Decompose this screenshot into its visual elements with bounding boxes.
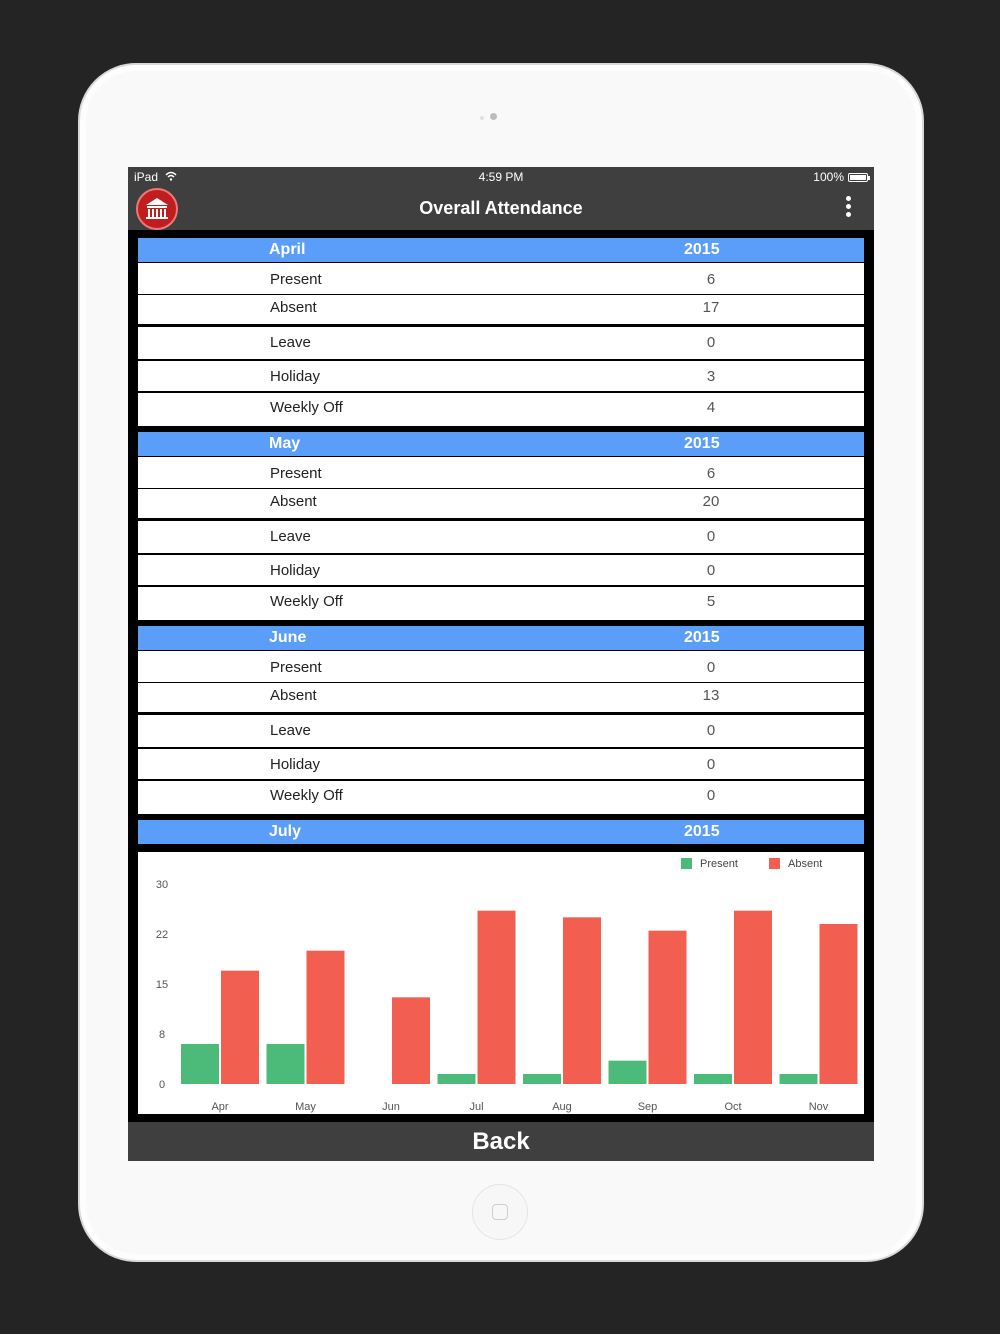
row-value: 0 bbox=[706, 756, 716, 773]
bar-present bbox=[523, 1074, 561, 1084]
y-tick-label: 22 bbox=[155, 929, 169, 941]
app-screen bbox=[128, 167, 874, 1161]
status-right bbox=[813, 170, 868, 184]
table-row bbox=[138, 587, 864, 620]
bar-absent bbox=[563, 917, 601, 1084]
bar-absent bbox=[221, 971, 259, 1084]
row-value: 0 bbox=[706, 528, 716, 545]
row-label: Weekly Off bbox=[270, 593, 343, 610]
month-header-july bbox=[138, 820, 864, 844]
row-value: 13 bbox=[702, 687, 720, 704]
table-row bbox=[138, 781, 864, 814]
home-square-icon bbox=[492, 1204, 508, 1220]
table-row bbox=[138, 361, 864, 391]
y-tick-label: 15 bbox=[155, 979, 169, 991]
chart-legend bbox=[681, 858, 822, 870]
row-value: 0 bbox=[706, 659, 716, 676]
row-label: Present bbox=[270, 271, 322, 288]
device-label: iPad bbox=[134, 170, 159, 184]
row-value: 3 bbox=[706, 368, 716, 385]
y-tick-label: 30 bbox=[155, 879, 169, 891]
bar-absent bbox=[307, 951, 345, 1084]
bar-absent bbox=[478, 911, 516, 1084]
status-bar bbox=[128, 167, 874, 187]
table-row bbox=[138, 263, 864, 294]
x-tick-label: Nov bbox=[808, 1101, 829, 1113]
page-title: Overall Attendance bbox=[419, 198, 583, 218]
table-row bbox=[138, 715, 864, 747]
row-label: Absent bbox=[270, 299, 317, 316]
y-axis bbox=[156, 879, 168, 1091]
battery-icon bbox=[848, 173, 868, 182]
table-row bbox=[138, 555, 864, 585]
back-button[interactable]: Back bbox=[472, 1128, 530, 1155]
x-tick-label: Aug bbox=[552, 1101, 572, 1113]
row-value: 0 bbox=[706, 787, 716, 804]
month-name: June bbox=[269, 629, 307, 646]
row-label: Holiday bbox=[270, 368, 321, 385]
front-camera bbox=[490, 113, 497, 120]
table-row bbox=[138, 749, 864, 779]
bar-present bbox=[267, 1044, 305, 1084]
bar-present bbox=[780, 1074, 818, 1084]
table-row bbox=[138, 683, 864, 712]
x-axis bbox=[211, 1101, 828, 1113]
month-year: 2015 bbox=[684, 435, 720, 452]
y-tick-label: 8 bbox=[158, 1029, 166, 1041]
bar-present bbox=[694, 1074, 732, 1084]
row-label: Present bbox=[270, 659, 322, 676]
month-header-june bbox=[138, 626, 864, 650]
x-tick-label: Oct bbox=[724, 1101, 742, 1113]
row-value: 20 bbox=[702, 493, 720, 510]
row-value: 6 bbox=[706, 271, 716, 288]
table-row bbox=[138, 489, 864, 518]
legend-swatch bbox=[681, 858, 692, 869]
sensor-dot bbox=[480, 116, 484, 120]
row-label: Holiday bbox=[270, 562, 321, 579]
month-name: July bbox=[269, 823, 302, 840]
row-value: 0 bbox=[706, 722, 716, 739]
bar-present bbox=[181, 1044, 219, 1084]
table-row bbox=[138, 295, 864, 324]
bottom-bar bbox=[128, 1122, 874, 1161]
row-label: Absent bbox=[270, 493, 317, 510]
legend-swatch bbox=[769, 858, 780, 869]
legend-label: Present bbox=[700, 858, 738, 870]
table-row bbox=[138, 327, 864, 359]
row-label: Absent bbox=[270, 687, 317, 704]
row-label: Weekly Off bbox=[270, 787, 343, 804]
home-button[interactable] bbox=[472, 1184, 528, 1240]
row-label: Leave bbox=[270, 528, 311, 545]
month-header-april bbox=[138, 238, 864, 262]
row-label: Leave bbox=[270, 334, 311, 351]
legend-label: Absent bbox=[788, 858, 823, 870]
battery-percent: 100% bbox=[813, 170, 844, 184]
bar-group bbox=[181, 911, 858, 1084]
month-name: April bbox=[269, 241, 306, 258]
status-time: 4:59 PM bbox=[478, 170, 524, 184]
row-value: 5 bbox=[706, 593, 716, 610]
row-label: Holiday bbox=[270, 756, 321, 773]
row-value: 6 bbox=[706, 465, 716, 482]
x-tick-label: May bbox=[295, 1101, 316, 1113]
x-tick-label: Jul bbox=[469, 1101, 484, 1113]
bar-absent bbox=[649, 931, 687, 1084]
bar-absent bbox=[734, 911, 772, 1084]
table-row bbox=[138, 651, 864, 682]
bar-absent bbox=[820, 924, 858, 1084]
table-row bbox=[138, 457, 864, 488]
x-tick-label: Apr bbox=[211, 1101, 229, 1113]
chart-svg bbox=[138, 852, 864, 1114]
month-header-may bbox=[138, 432, 864, 456]
row-value: 0 bbox=[706, 334, 716, 351]
table-row bbox=[138, 393, 864, 426]
bar-absent bbox=[392, 997, 430, 1084]
row-label: Weekly Off bbox=[270, 399, 343, 416]
x-tick-label: Sep bbox=[637, 1101, 658, 1113]
row-value: 4 bbox=[706, 399, 716, 416]
bar-present bbox=[609, 1061, 647, 1084]
attendance-chart bbox=[138, 852, 864, 1114]
row-label: Leave bbox=[270, 722, 311, 739]
x-tick-label: Jun bbox=[382, 1101, 400, 1113]
bar-present bbox=[438, 1074, 476, 1084]
row-value: 0 bbox=[706, 562, 716, 579]
month-name: May bbox=[269, 435, 301, 452]
row-value: 17 bbox=[702, 299, 720, 316]
month-year: 2015 bbox=[684, 629, 720, 646]
month-year: 2015 bbox=[684, 823, 720, 840]
row-label: Present bbox=[270, 465, 322, 482]
month-year: 2015 bbox=[684, 241, 720, 258]
more-menu-icon[interactable] bbox=[844, 196, 852, 220]
y-tick-label: 0 bbox=[158, 1079, 166, 1091]
nav-bar bbox=[128, 187, 874, 230]
table-row bbox=[138, 521, 864, 553]
